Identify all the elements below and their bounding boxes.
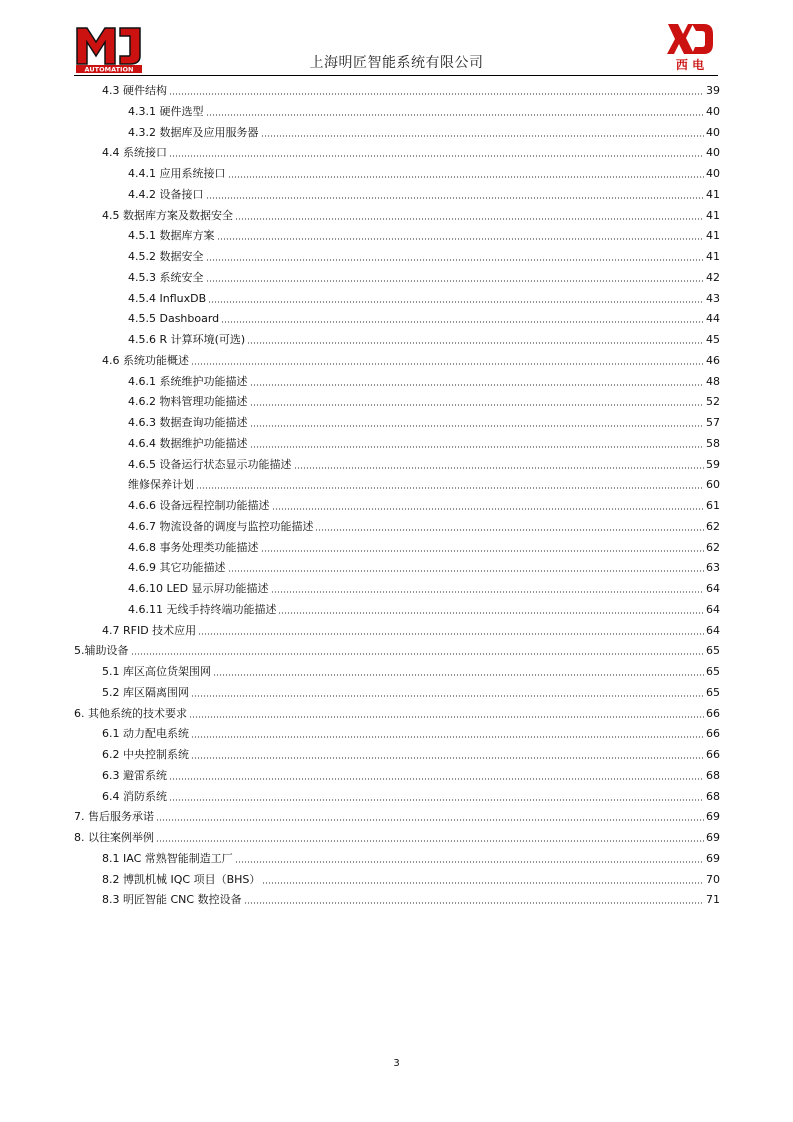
toc-entry-page: 66 — [706, 706, 720, 720]
toc-entry-page: 64 — [706, 602, 720, 616]
toc-leader-dots — [244, 902, 704, 904]
toc-leader-dots — [262, 882, 704, 884]
toc-entry[interactable] — [102, 140, 720, 160]
toc-entry-page: 63 — [706, 561, 720, 575]
toc-entry[interactable] — [128, 472, 720, 492]
toc-entry-page: 70 — [706, 872, 720, 886]
toc-entry-label: 4.6.11 无线手持终端功能描述 — [128, 602, 277, 616]
toc-entry-page: 42 — [706, 270, 720, 284]
toc-leader-dots — [156, 840, 704, 842]
toc-entry-page: 68 — [706, 768, 720, 782]
toc-leader-dots — [169, 778, 704, 780]
toc-entry-page: 40 — [706, 146, 720, 160]
toc-leader-dots — [206, 259, 705, 261]
toc-entry[interactable] — [74, 825, 720, 845]
toc-entry[interactable] — [128, 161, 720, 181]
toc-entry-page: 69 — [706, 851, 720, 865]
toc-leader-dots — [315, 529, 704, 531]
toc-leader-dots — [278, 612, 704, 614]
header-rule — [74, 75, 718, 76]
toc-entry[interactable] — [102, 78, 720, 98]
toc-entry-label: 8. 以往案例举例 — [74, 831, 154, 844]
toc-entry-label: 4.5 数据库方案及数据安全 — [102, 208, 233, 222]
toc-leader-dots — [272, 508, 705, 510]
toc-entry-page: 41 — [706, 208, 720, 222]
toc-entry-label: 6.3 避雷系统 — [102, 768, 167, 782]
toc-entry-page: 64 — [706, 623, 720, 637]
toc-leader-dots — [250, 404, 705, 406]
toc-leader-dots — [169, 155, 704, 157]
toc-entry-page: 69 — [706, 831, 720, 844]
toc-entry-label: 4.5.3 系统安全 — [128, 270, 204, 284]
toc-entry-label: 4.6.10 LED 显示屏功能描述 — [128, 582, 269, 595]
toc-entry[interactable] — [128, 389, 720, 409]
toc-entry[interactable] — [128, 493, 720, 513]
toc-entry[interactable] — [128, 431, 720, 451]
toc-entry-label: 4.6.1 系统维护功能描述 — [128, 374, 248, 388]
toc-entry[interactable] — [128, 182, 720, 202]
toc-leader-dots — [235, 218, 704, 220]
toc-entry[interactable] — [74, 638, 720, 658]
toc-entry-page: 46 — [706, 353, 720, 367]
toc-entry-label: 4.5.1 数据库方案 — [128, 229, 215, 243]
toc-entry[interactable] — [102, 846, 720, 866]
toc-entry[interactable] — [128, 223, 720, 243]
toc-leader-dots — [250, 384, 705, 386]
toc-entry-page: 40 — [706, 167, 720, 180]
toc-leader-dots — [228, 570, 705, 572]
toc-leader-dots — [228, 176, 705, 178]
toc-entry[interactable] — [128, 535, 720, 555]
toc-leader-dots — [131, 653, 705, 655]
toc-entry-label: 4.6.7 物流设备的调度与监控功能描述 — [128, 519, 314, 533]
toc-entry-page: 44 — [706, 312, 720, 326]
toc-entry[interactable] — [102, 348, 720, 368]
toc-entry[interactable] — [102, 659, 720, 679]
toc-entry-page: 66 — [706, 727, 720, 741]
toc-entry-page: 65 — [706, 644, 720, 658]
toc-entry-page: 71 — [706, 893, 720, 907]
toc-entry-label: 4.4.1 应用系统接口 — [128, 167, 226, 180]
toc-entry-page: 48 — [706, 374, 720, 388]
toc-entry-label: 8.1 IAC 常熟智能制造工厂 — [102, 851, 233, 865]
page-number: 3 — [393, 1058, 400, 1069]
toc-entry-label: 4.7 RFID 技术应用 — [102, 623, 197, 637]
toc-leader-dots — [261, 135, 705, 137]
toc-entry-page: 52 — [706, 395, 720, 409]
toc-leader-dots — [156, 819, 704, 821]
toc-leader-dots — [191, 757, 704, 759]
toc-entry-page: 41 — [706, 250, 720, 263]
toc-entry-label: 7. 售后服务承诺 — [74, 810, 154, 824]
toc-entry-page: 43 — [706, 291, 720, 305]
toc-entry-label: 4.4.2 设备接口 — [128, 187, 204, 201]
toc-entry-label: 4.3.2 数据库及应用服务器 — [128, 125, 259, 139]
toc-leader-dots — [250, 446, 705, 448]
toc-entry-label: 4.3.1 硬件选型 — [128, 104, 204, 118]
toc-leader-dots — [294, 467, 705, 469]
toc-entry-label: 4.5.6 R 计算环境(可选) — [128, 333, 246, 346]
toc-leader-dots — [198, 633, 704, 635]
toc-entry[interactable] — [128, 120, 720, 140]
toc-leader-dots — [235, 861, 704, 863]
logo-left-subtext: AUTOMATION — [84, 65, 134, 74]
toc-entry[interactable] — [102, 721, 720, 741]
toc-entry-page: 68 — [706, 789, 720, 803]
toc-entry-page: 65 — [706, 665, 720, 678]
page-header — [0, 0, 793, 80]
toc-entry[interactable] — [128, 410, 720, 430]
toc-entry[interactable] — [128, 555, 720, 575]
toc-entry[interactable] — [102, 763, 720, 783]
toc-leader-dots — [169, 799, 704, 801]
toc-entry-page: 62 — [706, 540, 720, 554]
toc-entry[interactable] — [74, 701, 720, 721]
toc-leader-dots — [189, 716, 704, 718]
toc-leader-dots — [191, 736, 704, 738]
toc-entry-page: 62 — [706, 519, 720, 533]
toc-entry-page: 40 — [706, 104, 720, 118]
toc-entry-page: 64 — [706, 582, 720, 595]
toc-leader-dots — [206, 197, 705, 199]
toc-leader-dots — [206, 114, 705, 116]
toc-entry-page: 41 — [706, 229, 720, 243]
company-name: 上海明匠智能系统有限公司 — [309, 55, 484, 71]
toc-entry-label: 5.2 库区隔离围网 — [102, 685, 189, 699]
toc-leader-dots — [221, 321, 704, 323]
toc-leader-dots — [191, 363, 704, 365]
toc-entry-label: 6. 其他系统的技术要求 — [74, 706, 187, 720]
toc-leader-dots — [196, 487, 704, 489]
toc-entry[interactable] — [102, 680, 720, 700]
toc-entry[interactable] — [128, 265, 720, 285]
toc-leader-dots — [208, 301, 704, 303]
toc-entry[interactable] — [102, 618, 720, 638]
toc-entry-page: 57 — [706, 416, 720, 429]
logo-right-subtext: 西 电 — [675, 58, 705, 72]
toc-leader-dots — [191, 695, 704, 697]
toc-entry-label: 4.5.5 Dashboard — [128, 312, 220, 326]
toc-entry-page: 59 — [706, 457, 720, 471]
toc-entry[interactable] — [102, 867, 720, 887]
toc-entry[interactable] — [128, 452, 720, 472]
toc-entry[interactable] — [128, 244, 720, 264]
toc-entry[interactable] — [128, 369, 720, 389]
toc-entry-label: 4.6.2 物料管理功能描述 — [128, 395, 248, 409]
toc-entry[interactable] — [128, 597, 720, 617]
toc-entry[interactable] — [102, 887, 720, 907]
toc-entry-page: 45 — [706, 333, 720, 346]
toc-entry-label: 4.3 硬件结构 — [102, 84, 167, 97]
toc-entry-label: 4.6.3 数据查询功能描述 — [128, 416, 248, 429]
toc-entry[interactable] — [128, 286, 720, 306]
toc-entry-label: 4.6.9 其它功能描述 — [128, 561, 226, 575]
toc-entry-page: 61 — [706, 499, 720, 512]
toc-entry-page: 66 — [706, 748, 720, 761]
toc-leader-dots — [206, 280, 705, 282]
toc-entry-label: 4.6.6 设备远程控制功能描述 — [128, 499, 270, 512]
toc-entry-label: 5.1 库区高位货架围网 — [102, 665, 211, 678]
toc-leader-dots — [271, 591, 704, 593]
toc-entry-label: 4.4 系统接口 — [102, 146, 167, 160]
toc-entry-label: 4.6 系统功能概述 — [102, 353, 189, 367]
toc-entry-page: 60 — [706, 478, 720, 492]
toc-entry-label: 8.3 明匠智能 CNC 数控设备 — [102, 893, 242, 907]
toc-entry-label: 4.6.8 事务处理类功能描述 — [128, 540, 259, 554]
toc-entry-page: 58 — [706, 436, 720, 450]
toc-entry[interactable] — [128, 576, 720, 596]
toc-entry-label: 4.6.4 数据维护功能描述 — [128, 436, 248, 450]
toc-entry[interactable] — [128, 306, 720, 326]
toc-leader-dots — [217, 238, 705, 240]
toc-entry[interactable] — [102, 742, 720, 762]
toc-entry[interactable] — [102, 784, 720, 804]
toc-entry-page: 39 — [706, 84, 720, 97]
toc-entry[interactable] — [74, 804, 720, 824]
toc-entry-label: 4.5.2 数据安全 — [128, 250, 204, 263]
toc-entry-label: 6.4 消防系统 — [102, 789, 167, 803]
toc-entry-page: 65 — [706, 685, 720, 699]
toc-entry-label: 4.5.4 InfluxDB — [128, 291, 207, 305]
toc-leader-dots — [250, 425, 705, 427]
toc-entry[interactable] — [128, 514, 720, 534]
toc-entry-label: 6.2 中央控制系统 — [102, 748, 189, 761]
toc-entry[interactable] — [102, 203, 720, 223]
toc-entry[interactable] — [128, 327, 720, 347]
toc-entry-page: 40 — [706, 125, 720, 139]
toc-leader-dots — [169, 93, 704, 95]
toc-entry[interactable] — [128, 99, 720, 119]
toc-leader-dots — [261, 550, 705, 552]
toc-leader-dots — [247, 342, 704, 344]
toc-entry-page: 41 — [706, 187, 720, 201]
toc-leader-dots — [213, 674, 704, 676]
toc-entry-label: 4.6.5 设备运行状态显示功能描述 — [128, 457, 292, 471]
toc-entry-label: 维修保养计划 — [128, 478, 194, 492]
toc-entry-page: 69 — [706, 810, 720, 824]
toc-entry-label: 6.1 动力配电系统 — [102, 727, 189, 741]
toc-entry-label: 5.辅助设备 — [74, 644, 129, 658]
toc-entry-label: 8.2 博凯机械 IQC 项目（BHS） — [102, 872, 261, 886]
